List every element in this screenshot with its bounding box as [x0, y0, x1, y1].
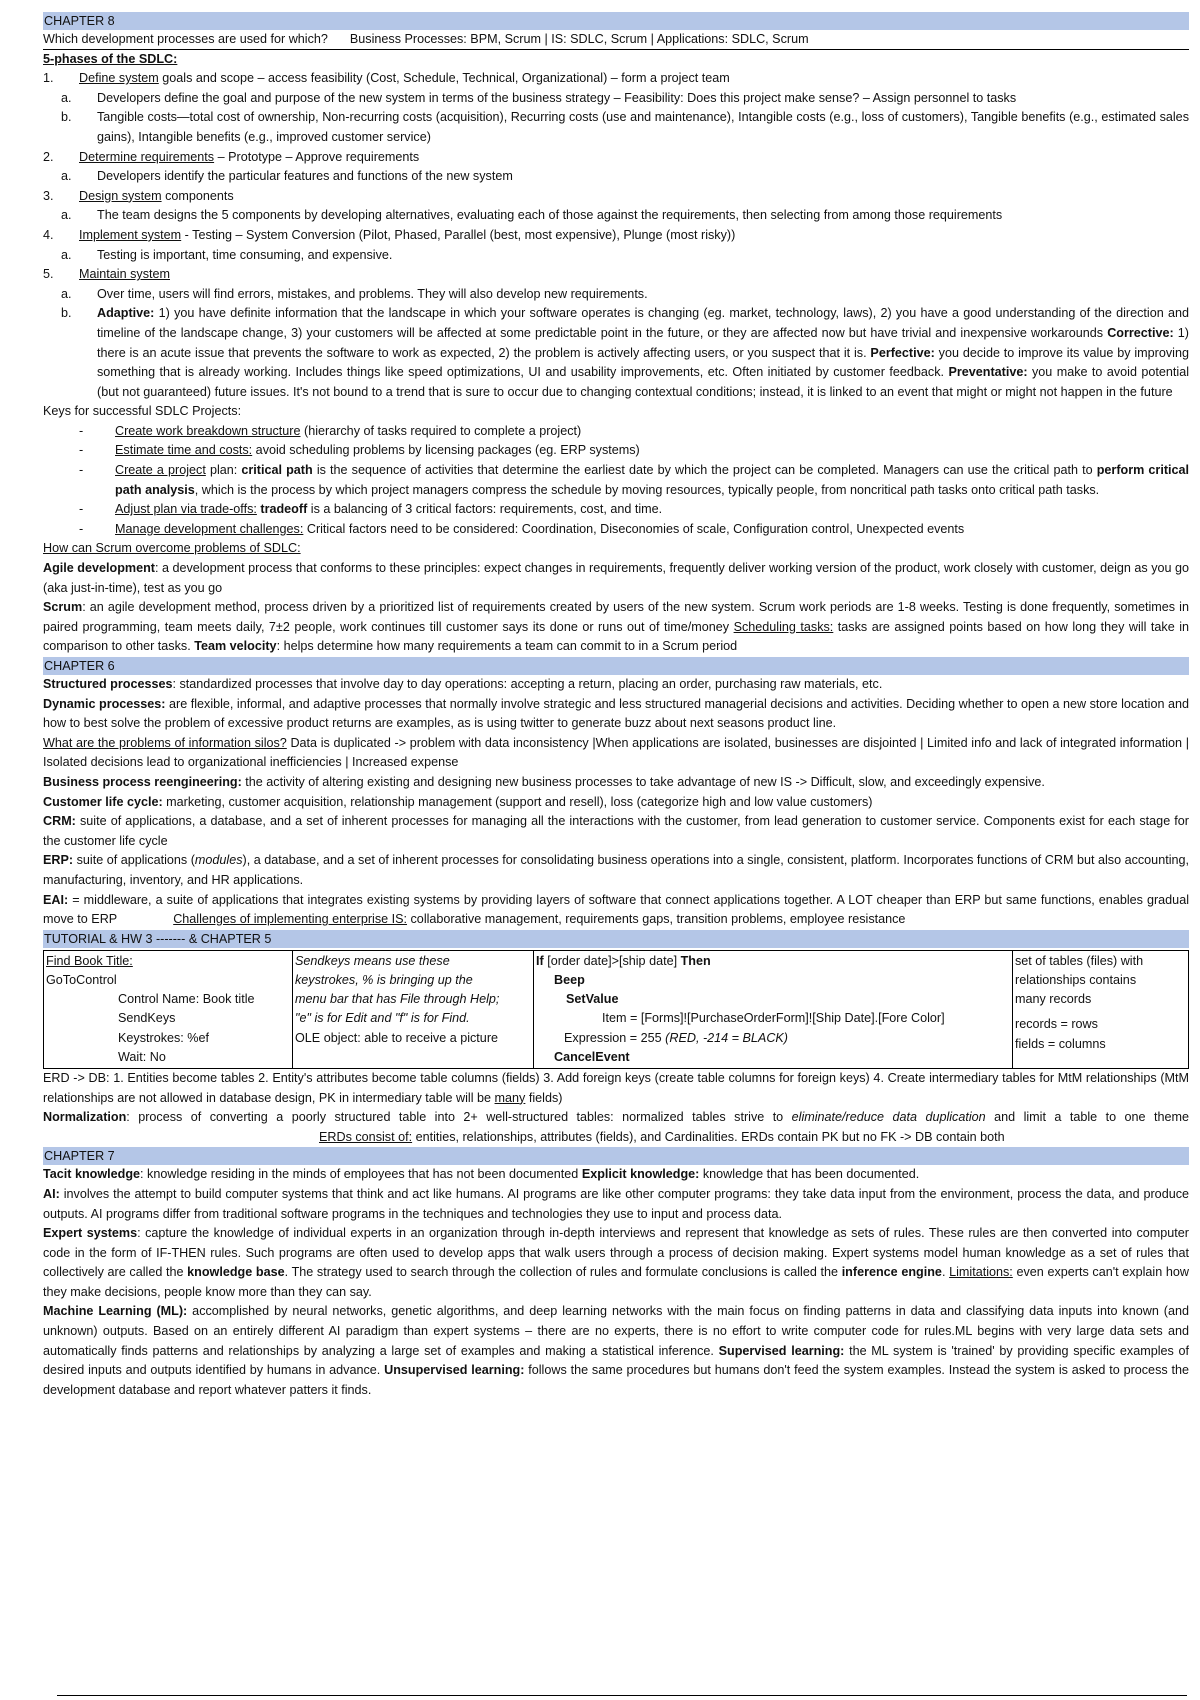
normalization: Normalization: process of converting a poorly structured table into 2+ well-structured tables: normalized tables strive to eliminate/reduce data duplication and limit a table to one themeERDs consist of: entities, relationships, attributes (fields), and Cardinalities. ERDs contain PK but no FK -> DB contain both [43, 1110, 1190, 1144]
phase-3a: a. The team designs the 5 components by developing alternatives, evaluating each of those against the requirements, then selecting from among those requirements [61, 208, 1003, 223]
structured-processes: Structured processes: standardized processes that involve day to day operations: accepting a return, placing an order, purchasing raw materials, etc. [43, 677, 883, 691]
key-3: - Create a project plan: critical path is the sequence of activities that determine the earliest date by which the project can be completed. Managers can use the critical path to perform critical path analysis, which is the process by which project managers compress the schedule by moving resources, typically people, from noncritical path tasks onto critical path tasks. [79, 463, 1190, 497]
macro-steps-cell: Find Book Title: GoToControl Control Name: Book title SendKeys Keystrokes: %ef Wait: No [44, 950, 293, 1068]
key-4: - Adjust plan via trade-offs: tradeoff is a balancing of 3 critical factors: requirements, cost, and time. [79, 502, 663, 517]
bpr: Business process reengineering: the activity of altering existing and designing new business processes to take advantage of new IS -> Difficult, slow, and exceedingly expensive. [43, 774, 1045, 789]
phase-1a: a. Developers define the goal and purpose of the new system in terms of the business strategy – Feasibility: Does this project make sense? – Assign personnel to tasks [61, 90, 1017, 105]
scrum-paragraph: Scrum: an agile development method, process driven by a prioritized list of requirements created by users of the new system. Scrum work periods are 1-8 weeks. Testing is done frequently, sometimes in paired programming, team meets daily, 7±2 people, work continues till customer says its done or runs out of time/money Scheduling tasks: tasks are assigned points based on how long they will take in comparison to other tasks. Team velocity: helps determine how many requirements a team can commit to in a Scrum period [43, 600, 1190, 654]
dev-process-question: Which development processes are used for which? Business Processes: BPM, Scrum | IS: SDLC, Scrum | Applications: SDLC, Scrum [43, 32, 809, 46]
keys-title: Keys for successful SDLC Projects: [43, 404, 242, 419]
study-notes-page [43, 12, 1189, 1400]
agile-development: Agile development: a development process that conforms to these principles: expect changes in requirements, frequently deliver working version of the product, work closely with customer, deign as you go (aka just-in-time), test as you go [43, 561, 1190, 595]
sendkeys-notes-cell: Sendkeys means use these keystrokes, % is bringing up the menu bar that has File through Help; "e" is for Edit and "f" is for Find. OLE object: able to receive a picture [293, 950, 534, 1068]
expert-systems: Expert systems: capture the knowledge of individual experts in an organization through in-depth interviews and represent that knowledge as sets of rules. These rules are then converted into computer code in the form of IF-THEN rules. Such programs are often used to develop apps that walk users through a process of decision making. Expert systems model human knowledge as a set of rules that collectively are called the knowledge base. The strategy used to search through the collection of rules and formulate conclusions is called the inference engine. Limitations: even experts can't explain how they make decisions, people know more than they can say. [43, 1226, 1190, 1299]
ai-definition: AI: involves the attempt to build computer systems that think and act like humans. AI programs are like other computer programs: they take data input from the environment, process the data, and produce outputs. AI programs differ from traditional software programs in the techniques and technologies they use to input and process data. [43, 1186, 1189, 1221]
phase-3: 3. Design system components [43, 188, 234, 203]
phase-5: 5. Maintain system [43, 267, 170, 282]
phase-1b: b. Tangible costs—total cost of ownership, Non-recurring costs (acquisition), Recurring costs (use and maintenance), Intangible costs (e.g., loss of customers), Tangible benefits (e.g., estimated sales gains), Intangible benefits (e.g., improved customer service) [61, 110, 1189, 144]
phase-4: 4. Implement system - Testing – System Conversion (Pilot, Phased, Parallel (best, most expensive), Plunge (most risky)) [43, 227, 736, 242]
knowledge-types: Tacit knowledge: knowledge residing in the minds of employees that has not been documented Explicit knowledge: knowledge that has been documented. [43, 1167, 920, 1182]
chapter-7-header: CHAPTER 7 [43, 1147, 1189, 1165]
information-silos: What are the problems of information silos? Data is duplicated -> problem with data inconsistency |When applications are isolated, businesses are disjointed | Limited info and lack of integrated information | Isolated decisions lead to organizational inefficiencies | Increased expense [43, 735, 1189, 770]
phase-2: 2. Determine requirements – Prototype – Approve requirements [43, 149, 420, 164]
macro-logic-cell: If [order date]>[ship date] Then Beep SetValue Item = [Forms]![PurchaseOrderForm]![Ship Date].[Fore Color] Expression = 255 (RED, -214 = BLACK) CancelEvent [534, 950, 1013, 1068]
key-2: - Estimate time and costs: avoid scheduling problems by licensing packages (eg. ERP systems) [79, 443, 640, 458]
database-definition-cell: set of tables (files) with relationships contains many records records = rows fields = columns [1013, 950, 1189, 1068]
bottom-rule [57, 1695, 1187, 1696]
phase-5a: a. Over time, users will find errors, mistakes, and problems. They will also develop new requirements. [61, 286, 648, 301]
chapter-8-header: CHAPTER 8 [43, 12, 1189, 30]
sdlc-phases-title: 5-phases of the SDLC: [43, 49, 1189, 70]
machine-learning: Machine Learning (ML): accomplished by neural networks, genetic algorithms, and deep learning networks with the main focus on finding patterns in data and classifying data inputs into known (and unknown) outputs. Based on an entirely different AI paradigm than expert systems – there are no experts, there is no effort to write computer code for rules.ML begins with very large data sets and automatically finds patterns and relationships by analyzing a large set of examples and making a statistical inference. Supervised learning: the ML system is 'trained' by providing specific examples of desired inputs and outputs identified by humans in advance. Unsupervised learning: follows the same procedures but humans don't feed the system examples. Instead the system is asked to process the development database and report whatever patters it finds. [43, 1304, 1189, 1397]
phase-1: 1. Define system goals and scope – access feasibility (Cost, Schedule, Technical, Organizational) – form a project team [43, 71, 730, 86]
crm: CRM: suite of applications, a database, and a set of inherent processes for managing all the interactions with the customer, from lead generation to customer service. Components exist for each stage for the customer life cycle [43, 814, 1189, 848]
eai: EAI: = middleware, a suite of applications that integrates existing systems by providing layers of software that connect applications together. A LOT cheaper than ERP but same functions, enables gradual move to ERP Challenges of implementing enterprise IS: collaborative management, requirements gaps, transition problems, employee resistance [43, 892, 1189, 927]
customer-life-cycle: Customer life cycle: marketing, customer acquisition, relationship management (support and resell), loss (categorize high and low value customers) [43, 794, 873, 809]
dynamic-processes: Dynamic processes: are flexible, informal, and adaptive processes that normally involve strategic and less structured managerial decisions and activities. Deciding whether to open a new store location and how to best solve the problem of excessive product returns are examples, as is using twitter to generate buzz about next seasons product line. [43, 696, 1189, 731]
erd-to-db: ERD -> DB: 1. Entities become tables 2. Entity's attributes become table columns (fields) 3. Add foreign keys (create table columns for foreign keys) 4. Create intermediary tables for MtM relationships (MtM relationships are not allowed in database design, PK in intermediary table will be many fields) [43, 1070, 1189, 1105]
phase-5b: b. Adaptive: 1) you have definite information that the landscape in which your software operates is changing (eg. market, technology, laws), 2) you have a good understanding of the direction and timeline of the landscape change, 3) your customers will be affected at some predictable point in the future, or they are affected now but have trivial and inexpensive workarounds Corrective: 1) there is an acute issue that prevents the software to work as expected, 2) the problem is actively affecting users, or you suspect that it is. Perfective: you decide to improve its value by improving something that is already working. Includes things like speed optimizations, UI and usability improvements, etc. Often initiated by customer feedback. Preventative: you make to avoid potential (but not guaranteed) future issues. It's not bound to a trend that is sure to occur due to changing contextual conditions; instead, it is linked to an event that might or might not happen in the future [61, 306, 1189, 399]
tutorial-table [43, 950, 1189, 1069]
phase-2a: a. Developers identify the particular features and functions of the new system [61, 169, 513, 184]
key-5: - Manage development challenges: Critical factors need to be considered: Coordination, Diseconomies of scale, Configuration control, Unexpected events [79, 521, 965, 536]
scrum-question: How can Scrum overcome problems of SDLC: [43, 541, 301, 556]
tutorial-header: TUTORIAL & HW 3 ------- & CHAPTER 5 [43, 930, 1189, 948]
chapter-6-header: CHAPTER 6 [43, 657, 1189, 675]
erp: ERP: suite of applications (modules), a database, and a set of inherent processes for consolidating business operations into a single, consistent, platform. Incorporates functions of CRM but also accounting, manufacturing, inventory, and HR applications. [43, 853, 1189, 887]
key-1: - Create work breakdown structure (hierarchy of tasks required to complete a project) [79, 423, 582, 438]
phase-4a: a. Testing is important, time consuming, and expensive. [61, 247, 393, 262]
